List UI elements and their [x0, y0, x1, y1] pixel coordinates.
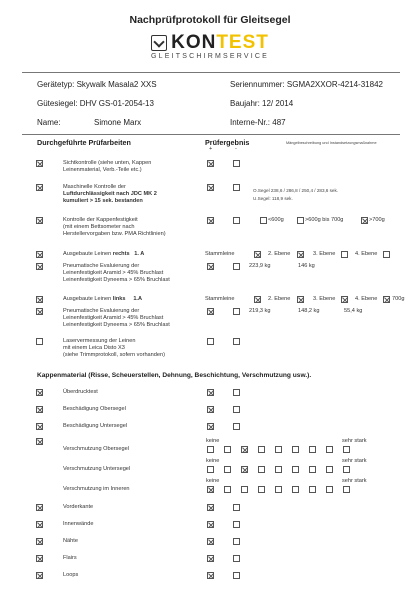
- checkbox-links-plus[interactable]: [207, 308, 214, 315]
- checkbox-flairs-plus[interactable]: [207, 555, 214, 562]
- col-durchgefuehrt: Durchgeführte Prüfarbeiten: [37, 138, 131, 147]
- checkbox-innenwaende-plus[interactable]: [207, 521, 214, 528]
- scale3-box-1[interactable]: [207, 486, 214, 493]
- page-title: Nachprüfprotokoll für Gleitsegel: [129, 14, 291, 26]
- checkbox-links-done[interactable]: [36, 296, 43, 303]
- item-naehte: Nähte: [63, 538, 78, 544]
- row-sicht-text: Sichtkontrolle (siehe unten, Kappen Leinenmaterial, Verb.-Teile etc.): [63, 160, 152, 174]
- scale3-box-4[interactable]: [258, 486, 265, 493]
- scale2-keine: keine: [206, 458, 220, 464]
- links-label: Ausgebaute Leinen links 1.A: [63, 296, 143, 302]
- verschmutzung-untersegel: Verschmutzung Untersegel: [63, 466, 131, 472]
- checkbox-innenwaende-done[interactable]: [36, 521, 43, 528]
- checkbox-links-e4[interactable]: [383, 296, 390, 303]
- links-e4-label: 4. Ebene: [355, 296, 378, 302]
- scale1-box-2[interactable]: [224, 446, 231, 453]
- scale1-box-7[interactable]: [309, 446, 316, 453]
- checkbox-links-e2[interactable]: [297, 296, 304, 303]
- scale2-box-3[interactable]: [241, 466, 248, 473]
- checkbox-kappenfest-done[interactable]: [36, 217, 43, 224]
- scale3-box-3[interactable]: [241, 486, 248, 493]
- geraetetyp: Gerätetyp: Skywalk Masala2 XXS: [37, 80, 157, 89]
- col-plus: +: [209, 146, 213, 152]
- links-value-stamm: 219,3 kg: [249, 308, 271, 314]
- scale1-box-6[interactable]: [292, 446, 299, 453]
- scale2-box-7[interactable]: [309, 466, 316, 473]
- checkbox-kappen-gt700[interactable]: [361, 217, 368, 224]
- col-pruefergebnis: Prüfergebnis: [205, 138, 250, 147]
- checkbox-rechts-minus[interactable]: [233, 263, 240, 270]
- rechts-stamm-label: Stammleine: [205, 251, 235, 257]
- item-vorderkante: Vorderkante: [63, 504, 94, 510]
- logo: [0, 32, 420, 60]
- guetesiegel: Gütesiegel: DHV GS-01-2054-13: [37, 99, 154, 108]
- divider: [22, 72, 400, 73]
- links-stamm-label: Stammleine: [205, 296, 235, 302]
- rechts-value-stamm: 223,9 kg: [249, 263, 271, 269]
- scale3-sehr-stark: sehr stark: [342, 478, 367, 484]
- links-pneu-text: Pneumatische Evaluierung der Leinenfestigkeit Aramid > 45% Bruchlast Leinenfestigkeit Dyneema > 65% Bruchlast: [63, 308, 170, 329]
- scale3-box-6[interactable]: [292, 486, 299, 493]
- scale3-keine: keine: [206, 478, 220, 484]
- checkbox-rechts-plus[interactable]: [207, 263, 214, 270]
- checkbox-untersegel-done[interactable]: [36, 423, 43, 430]
- checkbox-obersegel-minus[interactable]: [233, 406, 240, 413]
- checkbox-flairs-done[interactable]: [36, 555, 43, 562]
- kappen-opt-600-700: >600g bis 700g: [305, 217, 344, 223]
- checkbox-loops-plus[interactable]: [207, 572, 214, 579]
- kappenmaterial-heading: Kappenmaterial (Risse, Scheuerstellen, Dehnung, Beschichtung, Verschmutzung usw.).: [37, 372, 312, 379]
- checkbox-sicht-done[interactable]: [36, 160, 43, 167]
- checkbox-rechts-e2[interactable]: [297, 251, 304, 258]
- scale2-box-5[interactable]: [275, 466, 282, 473]
- scale2-box-4[interactable]: [258, 466, 265, 473]
- scale2-box-2[interactable]: [224, 466, 231, 473]
- checkbox-maschinell-minus[interactable]: [233, 184, 240, 191]
- rechts-label: Ausgebaute Leinen rechts 1. A: [63, 251, 145, 257]
- checkbox-rechts-stamm[interactable]: [254, 251, 261, 258]
- checkbox-kappenfest-minus[interactable]: [233, 217, 240, 224]
- scale3-box-2[interactable]: [224, 486, 231, 493]
- rechts-e4-label: 4. Ebene: [355, 251, 378, 257]
- checkbox-maschinell-plus[interactable]: [207, 184, 214, 191]
- checkbox-links-stamm[interactable]: [254, 296, 261, 303]
- checkbox-ueberdruck-minus[interactable]: [233, 389, 240, 396]
- scale2-box-6[interactable]: [292, 466, 299, 473]
- scale2-box-8[interactable]: [326, 466, 333, 473]
- kappen-opt-lt600: <600g: [268, 217, 284, 223]
- checkbox-links-pneu-done[interactable]: [36, 308, 43, 315]
- checkbox-untersegel-minus[interactable]: [233, 423, 240, 430]
- scale3-box-7[interactable]: [309, 486, 316, 493]
- kappen-opt-gt700: >700g: [369, 217, 385, 223]
- maschinell-notes: O.Segel 238,6 / 286,8 / 250,4 / 283,6 sek. U.Segel: 118,9 sek.: [253, 188, 339, 201]
- checkbox-kappenfest-plus[interactable]: [207, 217, 214, 224]
- seriennummer: Seriennummer: SGMA2XXOR-4214-31842: [230, 80, 383, 89]
- name-value: Simone Marx: [94, 118, 142, 127]
- checkbox-links-e3[interactable]: [341, 296, 348, 303]
- scale1-box-8[interactable]: [326, 446, 333, 453]
- links-e3-label: 3. Ebene: [313, 296, 336, 302]
- checkbox-loops-minus[interactable]: [233, 572, 240, 579]
- checkbox-untersegel-plus[interactable]: [207, 423, 214, 430]
- scale2-box-1[interactable]: [207, 466, 214, 473]
- checkbox-naehte-minus[interactable]: [233, 538, 240, 545]
- row-kappenfest-text: Kontrolle der Kappenfestigkeit (mit einem Bettsometer nach Herstellervorgaben bzw. PMA Richtlinien): [63, 217, 166, 238]
- checkbox-laser-done[interactable]: [36, 338, 43, 345]
- checkbox-obersegel-done[interactable]: [36, 406, 43, 413]
- checkbox-innenwaende-minus[interactable]: [233, 521, 240, 528]
- checkbox-laser-plus[interactable]: [207, 338, 214, 345]
- checkbox-sicht-plus[interactable]: [207, 160, 214, 167]
- laser-text: Laservermessung der Leinen mit einem Leica Disto X3 (siehe Trimmprotokoll, sofern vorhanden): [63, 338, 165, 359]
- checkbox-obersegel-plus[interactable]: [207, 406, 214, 413]
- checkbox-laser-minus[interactable]: [233, 338, 240, 345]
- checkbox-rechts-e3[interactable]: [341, 251, 348, 258]
- scale1-box-4[interactable]: [258, 446, 265, 453]
- item-ueberdruck: Überdrucktest: [63, 389, 98, 395]
- logo-text-b: TEST: [216, 32, 269, 53]
- baujahr: Baujahr: 12/ 2014: [230, 99, 294, 108]
- checkbox-kappen-600-700[interactable]: [297, 217, 304, 224]
- checkbox-vorderkante-plus[interactable]: [207, 504, 214, 511]
- rechts-e2-label: 2. Ebene: [268, 251, 291, 257]
- checkbox-verschmutzung-done[interactable]: [36, 438, 43, 445]
- kontest-logo-icon: [151, 35, 167, 51]
- scale1-box-5[interactable]: [275, 446, 282, 453]
- scale1-keine: keine: [206, 438, 220, 444]
- rechts-value-e2: 146 kg: [298, 263, 315, 269]
- item-obersegel: Beschädigung Obersegel: [63, 406, 126, 412]
- checkbox-maschinell-done[interactable]: [36, 184, 43, 191]
- scale3-box-5[interactable]: [275, 486, 282, 493]
- scale1-box-9[interactable]: [343, 446, 350, 453]
- scale1-sehr-stark: sehr stark: [342, 438, 367, 444]
- scale2-box-9[interactable]: [343, 466, 350, 473]
- scale3-box-9[interactable]: [343, 486, 350, 493]
- item-loops: Loops: [63, 572, 79, 578]
- scale2-sehr-stark: sehr stark: [342, 458, 367, 464]
- checkbox-loops-done[interactable]: [36, 572, 43, 579]
- logo-subtitle: GLEITSCHIRMSERVICE: [150, 53, 270, 60]
- checkbox-links-minus[interactable]: [233, 308, 240, 315]
- checkbox-ueberdruck-done[interactable]: [36, 389, 43, 396]
- links-700g: 700g: [392, 296, 405, 302]
- scale3-box-8[interactable]: [326, 486, 333, 493]
- item-innenwaende: Innenwände: [63, 521, 94, 527]
- row-maschinell-text: Maschinelle Kontrolle der Luftdurchlässigkeit nach JDC MK 2 kumuliert > 15 sek. bestanden: [63, 184, 157, 205]
- checkbox-rechts-e4[interactable]: [383, 251, 390, 258]
- checkbox-sicht-minus[interactable]: [233, 160, 240, 167]
- scale1-box-3[interactable]: [241, 446, 248, 453]
- links-value-e3: 55,4 kg: [344, 308, 363, 314]
- checkbox-naehte-plus[interactable]: [207, 538, 214, 545]
- checkbox-flairs-minus[interactable]: [233, 555, 240, 562]
- rechts-e3-label: 3. Ebene: [313, 251, 336, 257]
- links-value-e2: 148,2 kg: [298, 308, 320, 314]
- checkbox-vorderkante-done[interactable]: [36, 504, 43, 511]
- links-e2-label: 2. Ebene: [268, 296, 291, 302]
- col-minus: -: [235, 146, 237, 152]
- checkbox-kappen-lt600[interactable]: [260, 217, 267, 224]
- checkbox-rechts-done[interactable]: [36, 251, 43, 258]
- divider: [22, 134, 400, 135]
- interne-nr: Interne-Nr.: 487: [230, 118, 286, 127]
- item-flairs: Flairs: [63, 555, 77, 561]
- checkbox-naehte-done[interactable]: [36, 538, 43, 545]
- rechts-pneu-text: Pneumatische Evaluierung der Leinenfestigkeit Aramid > 45% Bruchlast Leinenfestigkeit Dyneema > 65% Bruchlast: [63, 263, 170, 284]
- col-maengel: Mängelbeschreibung und Instandsetzungsmaßnahme: [286, 141, 377, 145]
- verschmutzung-inneren: Verschmutzung im Inneren: [63, 486, 130, 492]
- checkbox-vorderkante-minus[interactable]: [233, 504, 240, 511]
- item-untersegel: Beschädigung Untersegel: [63, 423, 128, 429]
- scale1-box-1[interactable]: [207, 446, 214, 453]
- logo-text-a: KON: [171, 32, 217, 53]
- checkbox-ueberdruck-plus[interactable]: [207, 389, 214, 396]
- name-label: Name:: [37, 118, 61, 127]
- verschmutzung-obersegel: Verschmutzung Obersegel: [63, 446, 129, 452]
- checkbox-rechts-pneu-done[interactable]: [36, 263, 43, 270]
